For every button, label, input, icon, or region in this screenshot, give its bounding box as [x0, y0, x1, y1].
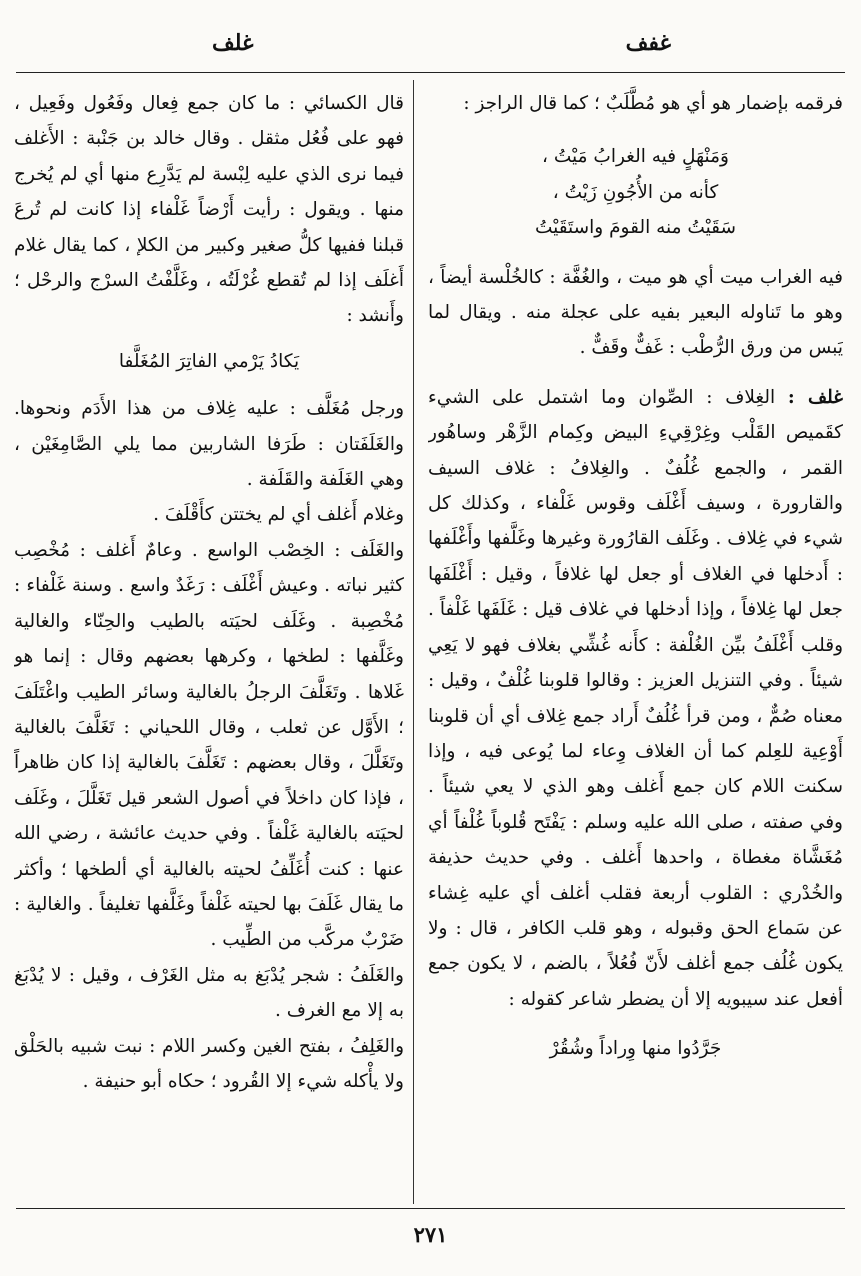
column-divider	[413, 80, 414, 1204]
right-column-headword: غفف	[625, 30, 671, 56]
paragraph: والغَلَف : الخِصْب الواسع . وعامٌ أَغلف : مُخْصِب كثير نباته . وعيش أَغْلَف : رَغَدٌ واسع . وسنة غَلْفاء : مُخْصِبة . وغَلَف لحيَته بالطيب والحِنّاء والغالية وغَلَّفها : لطخها ، وكرهها بعضهم وقال : إنما هو غَلاها . وتَغَلَّفَ الرجلُ بالغالية وسائر الطيب واغْتَلَفَ ؛ الأَوَّل عن ثعلب ، وقال اللحياني : تَغَلَّفَ بالغالية وتَغَلَّلَ ، وقال بعضهم : تَغَلَّفَ بالغالية إذا كان ظاهراً ، فإذا كان داخلاً في أصول الشعر قيل تَغَلَّلَ ، وغَلَف لحيَته بالغالية غَلْفاً . وفي حديث عائشة ، رضي الله عنها : كنت أُغَلِّفُ لحيته بالغالية أي ألطخها ؛ وأكثر ما يقال غَلَفَ بها لحيته غَلْفاً وغَلَّفها تغليفاً . والغالية : ضَرْبٌ مركَّب من الطِّيب .	[14, 539, 404, 951]
right-column	[428, 86, 843, 1200]
entry-paragraph	[428, 380, 843, 1017]
paragraph: والغَلِفُ ، بفتح الغين وكسر اللام : نبت شبيه بالحَلْق ولا يأْكله شيء إلا القُرود ؛ حكاه أبو حنيفة .	[14, 1035, 404, 1092]
paragraph: ورجل مُغَلَّف : عليه غِلاف من هذا الأَدَم ونحوها. والغَلَفَتان : طَرَفا الشاربين مما يلي الصَّامِغَيْن ، وهي الغَلَفة والقَلَفة .	[14, 398, 404, 491]
paragraph: قال الكسائي : ما كان جمع فِعال وفَعُول وفَعِيل ، فهو على فُعُل مثقل . وقال خالد بن جَنْبة : الأَغلف فيما نرى الذي عليه لِبْسة لم يَدَّرِع منها أي لم يُخرج منها . ويقول : رأيت أَرْضاً غَلْفاء إذا كانت لم تُرعَ قبلنا ففيها كلُّ صغير وكبير من الكلإ ، كما يقال غلام أَغلَف إذا لم تُقطع غُرْلَتُه ، وغَلَّفْتُ السرْج والرحْل ؛ وأَنشد :	[14, 93, 404, 327]
verse-line: سَقَيْتُ منه القومَ واستَقَيْتُ	[534, 217, 737, 239]
entry-lemma: غلف :	[787, 386, 843, 408]
page-number: ٢٧١	[413, 1222, 448, 1247]
left-column	[14, 86, 404, 1200]
verse-block	[428, 139, 843, 245]
verse-line: جَرَّدُوا منها وِراداً وشُقُرْ	[549, 1038, 722, 1060]
paragraph: فيه الغراب ميت أي هو ميت ، والغُفَّة : كالخُلْسة أيضاً ، وهو ما تَناوله البعير بفيه على عجلة منه . ويقال لما يَبس من ورق الرُّطْب : غَفٌّ وقَفٌّ .	[428, 266, 843, 359]
left-column-headword: غلف	[212, 30, 254, 56]
verse-line: وَمَنْهَلٍ فيه الغرابُ مَيْتُ ،	[542, 146, 729, 168]
header-rule	[16, 72, 845, 73]
paragraph: فرقمه بإضمار هو أي هو مُطَّلَبٌ ؛ كما قال الراجز :	[463, 93, 843, 114]
paragraph: وغلام أَغلف أي لم يختتن كأَقْلَفَ .	[153, 504, 404, 526]
verse-line: كأنه من الأُجُونِ زَيْتُ ،	[552, 181, 719, 203]
verse-line: يَكادُ يَرْمي الفاتِرَ المُغَلَّفا	[118, 350, 300, 372]
footer-rule	[16, 1208, 845, 1209]
entry-text: الغِلاف : الصِّوان وما اشتمل على الشيء كقَميص القَلْب وغِرْقِيءِ البيض وكِمام الزَّهْر وساهُور القمر ، والجمع غُلُفٌ . والغِلافُ : غلاف السيف والقارورة ، وسيف أَغْلَف وقوس غَلْفاء ، وكذلك كل شيء في غِلاف . وغَلَف القارُورة وغيرها وغَلَّفها وأَغْلَفها : أَدخلها في الغلاف أو جعل لها غلافاً ، وقيل : أَغْلَفَها جعل لها غِلافاً ، وإذا أدخلها في غلاف قيل : غَلَفَها غَلْفاً . وقلب أَغْلَفُ بيِّن الغُلْفة : كأَنه غُشِّي بغلاف فهو لا يَعِي شيئاً . وفي التنزيل العزيز : وقالوا قلوبنا غُلْفٌ ، وقيل : معناه صُمٌّ ، ومن قرأ غُلُفٌ أَراد جمع غِلاف أي أن قلوبنا أَوْعِية للعِلم كما أن الغلاف وِعاء لما يُوعى فيه ، وإذا سكنت اللام كان جمع أَغلف وهو الذي لا يعي شيئاً . وفي صفته ، صلى الله عليه وسلم : يَفْتَح قُلوباً غُلْفاً أي مُغَشَّاة مغطاة ، واحدها أَغلف . وفي حديث حذيفة والخُدْري : القلوب أربعة فقلب أغلف أي عليه غِشاء عن سَماع الحق وقبوله ، وهو قلب الكافر ، قال : ولا يكون غُلُف جمع أغلف لأَنّ فُعُلاً ، بالضم ، لا يكون جمع أفعل عند سيبويه إلا أن يضطر شاعر كقوله :	[428, 386, 843, 1010]
paragraph: والغَلَفُ : شجر يُدْبَغ به مثل الغَرْف ، وقيل : لا يُدْبَغ به إلا مع الغرف .	[14, 964, 404, 1022]
